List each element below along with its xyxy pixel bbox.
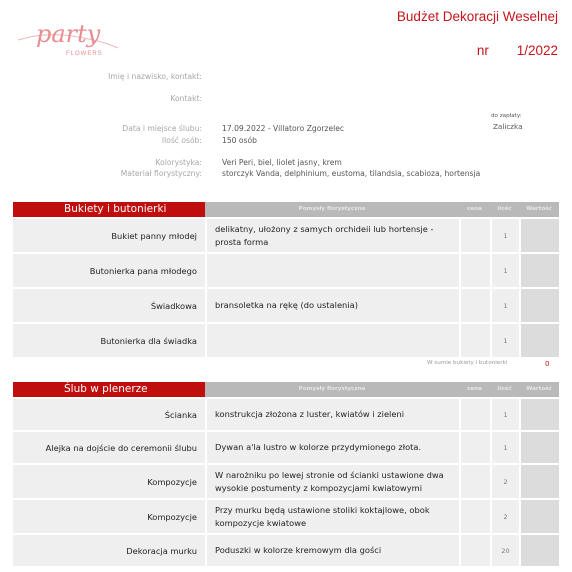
party-flowers-logo <box>14 10 124 62</box>
table-row <box>13 289 559 322</box>
row-value <box>519 254 559 287</box>
section-header <box>13 202 559 217</box>
row-quantity[interactable]: 1 <box>490 324 519 357</box>
row-price[interactable] <box>459 465 490 498</box>
colors-label: Kolorystyka: <box>155 158 202 167</box>
number-value: 1/2022 <box>516 43 558 58</box>
row-description[interactable]: bransoletka na rękę (do ustalenia) <box>205 289 459 322</box>
section-header <box>13 382 559 397</box>
name-contact-label: Imię i nazwisko, kontakt: <box>108 72 202 81</box>
table-row <box>13 535 559 566</box>
number-label: nr <box>476 43 489 58</box>
section-outdoor-ceremony <box>13 382 559 566</box>
column-header-value: Wartość <box>519 202 559 217</box>
row-price[interactable] <box>459 399 490 430</box>
table-row <box>13 465 559 498</box>
column-header-value: Wartość <box>519 382 559 397</box>
row-name: Butonierka pana młodego <box>13 254 205 287</box>
material-label: Materiał florystyczny: <box>120 169 202 178</box>
row-name: Bukiet panny młodej <box>13 219 205 252</box>
row-description[interactable]: konstrukcja złożona z luster, kwiatów i zieleni <box>205 399 459 430</box>
row-name: Butonierka dla świadka <box>13 324 205 357</box>
table-row <box>13 399 559 430</box>
row-price[interactable] <box>459 324 490 357</box>
guests-value: 150 osób <box>222 136 257 145</box>
row-value <box>519 399 559 430</box>
row-price[interactable] <box>459 432 490 463</box>
column-header-quantity: ilość <box>490 202 519 217</box>
row-value <box>519 432 559 463</box>
table-row <box>13 219 559 252</box>
row-name: Ścianka <box>13 399 205 430</box>
row-description[interactable]: Przy murku będą ustawione stoliki koktajlowe, obok kompozycje kwiatowe <box>205 500 459 533</box>
material-value: storczyk Vanda, delphinium, eustoma, tilandsia, scabioza, hortensja <box>222 169 481 178</box>
payment-label: do zapłaty: <box>491 113 522 119</box>
row-name: Kompozycje <box>13 465 205 498</box>
colors-value: Veri Peri, biel, liolet jasny, krem <box>222 158 342 167</box>
row-value <box>519 219 559 252</box>
column-header-price: cena <box>459 202 490 217</box>
row-quantity[interactable]: 1 <box>490 399 519 430</box>
guests-label: Ilość osób: <box>161 136 202 145</box>
table-row <box>13 254 559 287</box>
row-value <box>519 465 559 498</box>
row-value <box>519 535 559 566</box>
logo-script-text: party <box>36 20 101 48</box>
row-description[interactable]: Poduszki w kolorze kremowym dla gości <box>205 535 459 566</box>
row-quantity[interactable]: 1 <box>490 254 519 287</box>
table-row <box>13 432 559 463</box>
row-name: Świadkowa <box>13 289 205 322</box>
row-name: Dekoracja murku <box>13 535 205 566</box>
table-row <box>13 324 559 357</box>
section-sum-label: W sumie bukiety i butonierki <box>427 360 508 366</box>
logo-graphic <box>14 10 124 62</box>
row-description[interactable]: Dywan a'la lustro w kolorze przydymionego złota. <box>205 432 459 463</box>
row-quantity[interactable]: 1 <box>490 219 519 252</box>
column-header-ideas: Pomysły florystyczne <box>205 382 459 397</box>
column-header-quantity: ilość <box>490 382 519 397</box>
section-title: Bukiety i butonierki <box>13 202 205 217</box>
row-value <box>519 289 559 322</box>
row-description[interactable]: W narożniku po lewej stronie od ścianki ustawione dwa wysokie postumenty z kompozycjami kwiatowymi <box>205 465 459 498</box>
row-price[interactable] <box>459 254 490 287</box>
row-description[interactable]: delikatny, ułożony z samych orchideii lub hortensje - prosta forma <box>205 219 459 252</box>
row-price[interactable] <box>459 535 490 566</box>
row-quantity[interactable]: 2 <box>490 465 519 498</box>
logo-caps-text: FLOWERS <box>66 51 103 57</box>
column-header-price: cena <box>459 382 490 397</box>
row-value <box>519 500 559 533</box>
row-price[interactable] <box>459 500 490 533</box>
section-sum-value: 0 <box>545 359 550 368</box>
column-header-ideas: Pomysły florystyczne <box>205 202 459 217</box>
row-quantity[interactable]: 2 <box>490 500 519 533</box>
payment-value: Zaliczka <box>493 122 523 131</box>
row-quantity[interactable]: 1 <box>490 289 519 322</box>
row-price[interactable] <box>459 219 490 252</box>
document-number <box>477 43 558 58</box>
document-title: Budżet Dekoracji Weselnej <box>396 9 558 24</box>
row-description[interactable] <box>205 254 459 287</box>
row-description[interactable] <box>205 324 459 357</box>
section-bouquets <box>13 202 559 357</box>
section-title: Ślub w plenerze <box>13 382 205 397</box>
contact-label: Kontakt: <box>170 94 202 103</box>
row-price[interactable] <box>459 289 490 322</box>
date-place-value: 17.09.2022 - Villatoro Zgorzelec <box>222 124 345 133</box>
row-quantity[interactable]: 1 <box>490 432 519 463</box>
table-row <box>13 500 559 533</box>
row-name: Kompozycje <box>13 500 205 533</box>
row-name: Alejka na dojście do ceremonii ślubu <box>13 432 205 463</box>
row-value <box>519 324 559 357</box>
date-place-label: Data i miejsce ślubu: <box>122 124 202 133</box>
row-quantity[interactable]: 20 <box>490 535 519 566</box>
